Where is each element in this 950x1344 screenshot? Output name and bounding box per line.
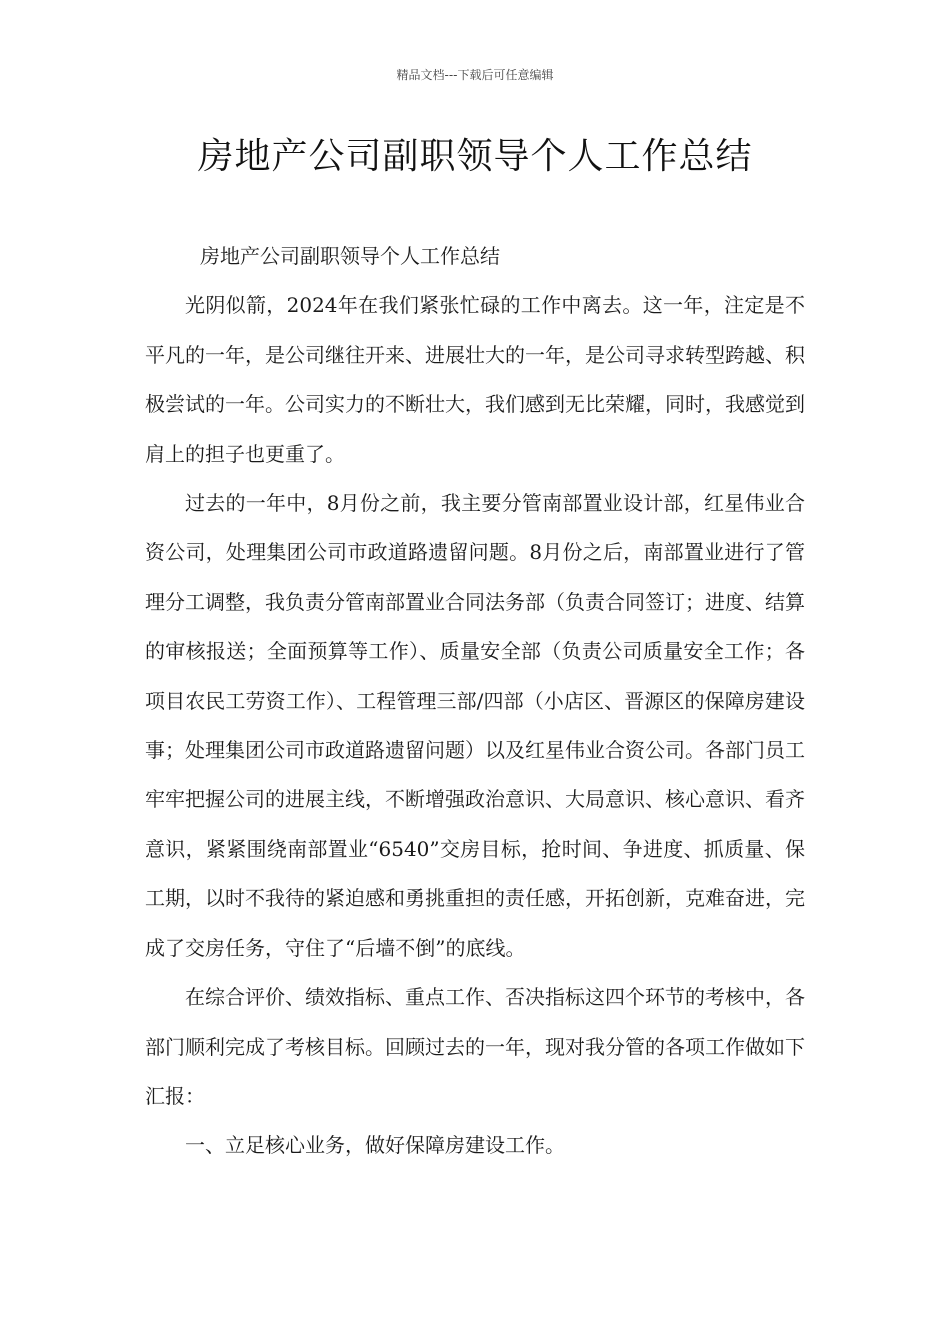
paragraph-responsibilities: 过去的一年中，8月份之前，我主要分管南部置业设计部，红星伟业合资公司，处理集团公司市政道路遗留问题。8月份之后，南部置业进行了管理分工调整，我负责分管南部置业合同法务部（负责合同签订；进度、结算的审核报送；全面预算等工作）、质量安全部（负责公司质量安全工作；各项目农民工劳资工作）、工程管理三部/四部（小店区、晋源区的保障房建设事；处理集团公司市政道路遗留问题）以及红星伟业合资公司。各部门员工牢牢把握公司的进展主线，不断增强政治意识、大局意识、核心意识、看齐意识，紧紧围绕南部置业“6540”交房目标，抢时间、争进度、抓质量、保工期，以时不我待的紧迫感和勇挑重担的责任感，开拓创新，克难奋进，完成了交房任务，守住了“后墙不倒”的底线。 <box>145 491 805 960</box>
document-body <box>145 232 805 1171</box>
section-heading-1: 一、立足核心业务，做好保障房建设工作。 <box>185 1133 565 1158</box>
paragraph-assessment: 在综合评价、绩效指标、重点工作、否决指标这四个环节的考核中，各部门顺利完成了考核目标。回顾过去的一年，现对我分管的各项工作做如下汇报： <box>145 985 805 1108</box>
header-note: 精品文档---下载后可任意编辑 <box>396 68 554 82</box>
document-title: 房地产公司副职领导个人工作总结 <box>197 136 753 177</box>
paragraph-intro: 光阴似箭，2024年在我们紧张忙碌的工作中离去。这一年，注定是不平凡的一年，是公司继往开来、进展壮大的一年，是公司寻求转型跨越、积极尝试的一年。公司实力的不断壮大，我们感到无比荣耀，同时，我感觉到肩上的担子也更重了。 <box>145 293 805 466</box>
body-subtitle: 房地产公司副职领导个人工作总结 <box>200 244 500 268</box>
